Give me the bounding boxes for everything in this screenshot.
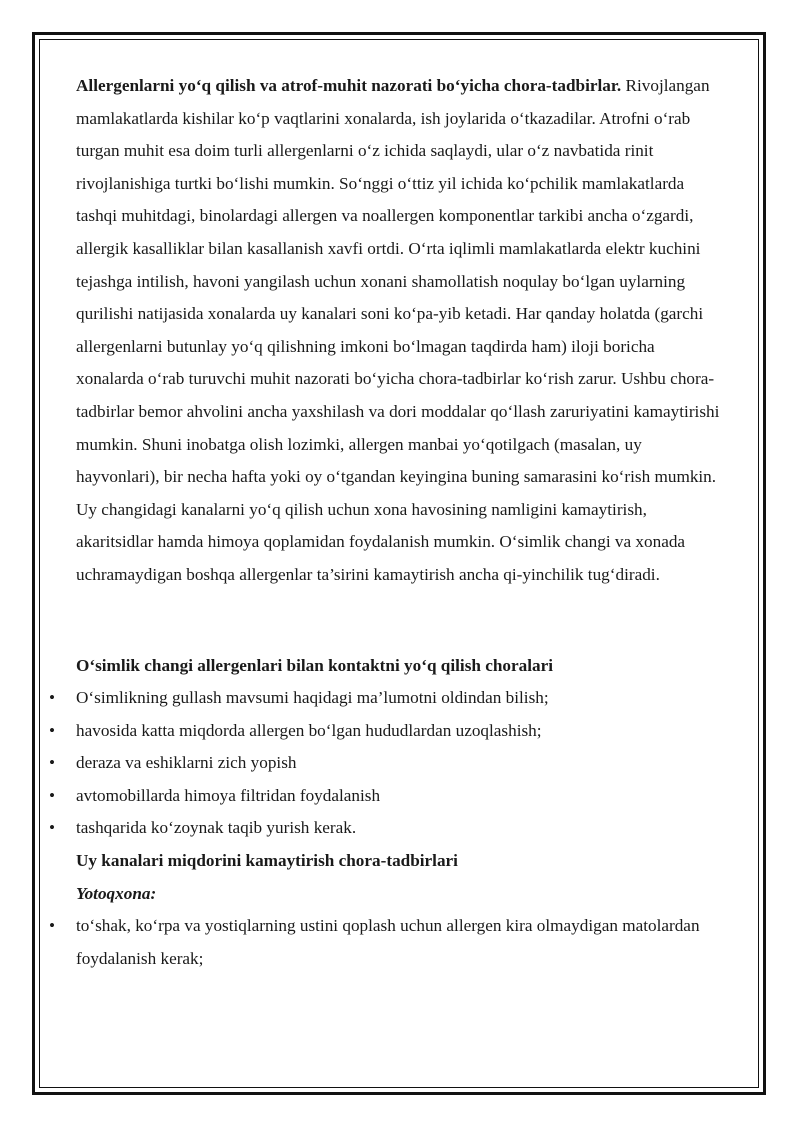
list-item-text: havosida katta miqdorda allergen bo‘lgan hududlardan uzoqlashish; xyxy=(76,720,542,740)
list-item xyxy=(49,747,726,780)
bullet-icon: • xyxy=(49,785,56,805)
list-item xyxy=(49,812,726,845)
bullet-icon: • xyxy=(49,753,56,773)
bullet-icon: • xyxy=(49,688,56,708)
list-item xyxy=(49,682,726,715)
mites-heading: Uy kanalari miqdorini kamaytirish chora-tadbirlari xyxy=(76,851,458,871)
pollen-list xyxy=(49,682,726,845)
bullet-icon: • xyxy=(49,720,56,740)
bullet-icon: • xyxy=(49,818,56,838)
bullet-icon: • xyxy=(49,916,56,936)
document-body xyxy=(49,70,726,975)
intro-bold-lead: Allergenlarni yo‘q qilish va atrof-muhit nazorati bo‘yicha chora-tadbirlar. xyxy=(76,76,622,95)
list-item xyxy=(49,715,726,748)
list-item-text: to‘shak, ko‘rpa va yostiqlarning ustini qoplash uchun allergen kira olmaydigan matolardan foydalanish kerak; xyxy=(76,916,700,968)
list-item xyxy=(49,910,726,975)
list-item-text: avtomobillarda himoya filtridan foydalanish xyxy=(76,785,381,805)
intro-text: Rivojlangan mamlakatlarda kishilar ko‘p vaqtlarini xonalarda, ish joylarida o‘tkazadilar. Atrofni o‘rab turgan muhit esa doim turli allergenlarni o‘z ichida saqlaydi, ular o‘z navbatida rinit rivojlanishiga turtki bo‘lishi mumkin. So‘nggi o‘ttiz yil ichida ko‘pchilik mamlakatlarda tashqi muhitdagi, binolardagi allergen va noallergen komponentlar tarkibi ancha o‘zgardi, allergik kasalliklar bilan kasallanish xavfi ortdi. O‘rta iqlimli mamlakatlarda elektr kuchini tejashga intilish, havoni yangilash uchun xonani shamollatish noqulay bo‘lgan uylarning qurilishi natijasida xonalarda uy kanalari soni ko‘pa-yib ketadi. Har qanday holatda (garchi allergenlarni butunlay yo‘q qilishning imkoni bo‘lmagan taqdirda ham) iloji boricha xonalarda o‘rab turuvchi muhit nazorati bo‘yicha chora-tadbirlar ko‘rish zarur. Ushbu chora-tadbirlar bemor ahvolini ancha yaxshilash va dori moddalar qo‘llash zaruriyatini kamaytirishi mumkin. Shuni inobatga olish lozimki, allergen manbai yo‘qotilgach (masalan, uy hayvonlari), bir necha hafta yoki oy o‘tgandan keyingina buning samarasini ko‘rish mumkin. Uy changidagi kanalarni yo‘q qilish uchun xona havosining namligini kamaytirish, akaritsidlar hamda himoya qoplamidan foydalanish mumkin. O‘simlik changi va xonada uchramaydigan boshqa allergenlar ta’sirini kamaytirish ancha qi-yinchilik tug‘diradi. xyxy=(76,76,720,584)
section-spacer xyxy=(76,592,726,650)
bedroom-list xyxy=(49,910,726,975)
list-item-text: O‘simlikning gullash mavsumi haqidagi ma’lumotni oldindan bilish; xyxy=(76,688,549,708)
intro-paragraph xyxy=(76,70,726,592)
list-item-text: tashqarida ko‘zoynak taqib yurish kerak. xyxy=(76,818,357,838)
list-item xyxy=(49,780,726,813)
pollen-heading: O‘simlik changi allergenlari bilan kontaktni yo‘q qilish choralari xyxy=(76,655,554,675)
list-item-text: deraza va eshiklarni zich yopish xyxy=(76,753,297,773)
bedroom-subheading: Yotoqxona: xyxy=(76,883,157,903)
